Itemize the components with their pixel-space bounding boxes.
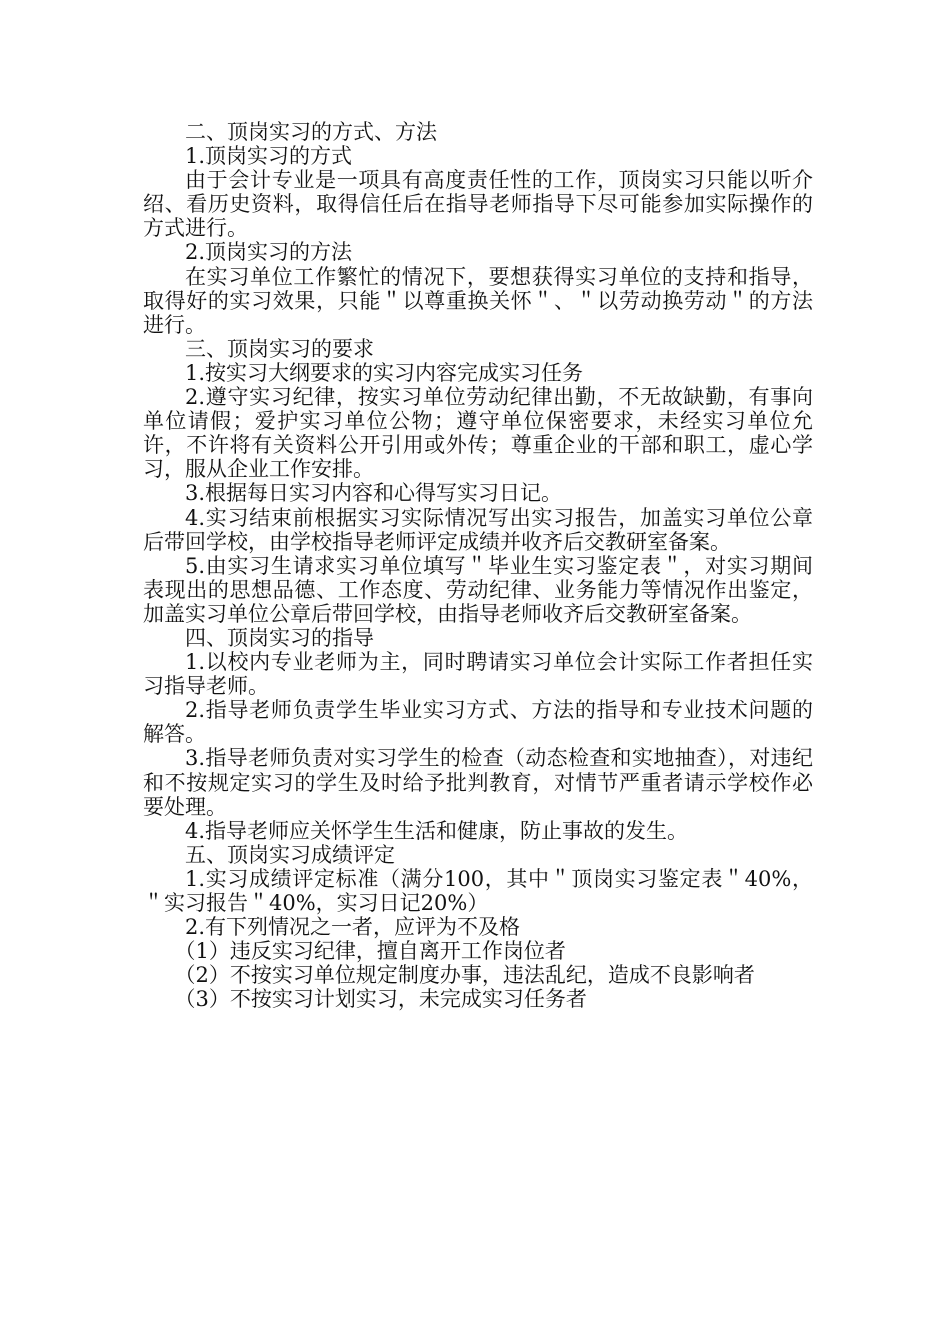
- list-item: 2.有下列情况之一者，应评为不及格: [185, 915, 521, 940]
- list-item: 2.遵守实习纪律，按实习单位劳动纪律出勤，不无故缺勤，有事向单位请假；爱护实习单位公物；遵守单位保密要求，未经实习单位允许，不许将有关资料公开引用或外传；尊重企业的干部和职工，虚心学习，服从企业工作安排。: [143, 385, 813, 482]
- subheading-method-approach: 2.顶岗实习的方法: [185, 240, 353, 265]
- subheading-method-way: 1.顶岗实习的方式: [185, 144, 353, 169]
- document-body: [143, 120, 813, 1011]
- list-item: 5.由实习生请求实习单位填写＂毕业生实习鉴定表＂，对实习期间表现出的思想品德、工作态度、劳动纪律、业务能力等情况作出鉴定，加盖实习单位公章后带回学校，由指导老师收齐后交教研室备案。: [143, 553, 813, 626]
- list-item: 4.实习结束前根据实习实际情况写出实习报告，加盖实习单位公章后带回学校，由学校指导老师评定成绩并收齐后交教研室备案。: [143, 505, 813, 554]
- list-item: 4.指导老师应关怀学生生活和健康，防止事故的发生。: [185, 818, 689, 843]
- body-paragraph: 在实习单位工作繁忙的情况下，要想获得实习单位的支持和指导，取得好的实习效果，只能＂以尊重换关怀＂、＂以劳动换劳动＂的方法进行。: [143, 264, 813, 337]
- list-item: 1.按实习大纲要求的实习内容完成实习任务: [185, 360, 584, 385]
- list-item: 3.指导老师负责对实习学生的检查（动态检查和实地抽查），对违纪和不按规定实习的学生及时给予批判教育，对情节严重者请示学校作必要处理。: [143, 746, 813, 819]
- list-item: 2.指导老师负责学生毕业实习方式、方法的指导和专业技术问题的解答。: [143, 698, 813, 747]
- section-heading-5: 五、顶岗实习成绩评定: [185, 842, 395, 867]
- list-item: 1.实习成绩评定标准（满分100，其中＂顶岗实习鉴定表＂40%，＂实习报告＂40%，实习日记20%）: [143, 866, 813, 915]
- sub-list-item: （2）不按实习单位规定制度办事，违法乱纪，造成不良影响者: [174, 963, 755, 988]
- list-item: 1.以校内专业老师为主，同时聘请实习单位会计实际工作者担任实习指导老师。: [143, 650, 813, 699]
- section-heading-4: 四、顶岗实习的指导: [185, 625, 374, 650]
- body-paragraph: 由于会计专业是一项具有高度责任性的工作，顶岗实习只能以听介绍、看历史资料，取得信任后在指导老师指导下尽可能参加实际操作的方式进行。: [143, 168, 813, 241]
- list-item: 3.根据每日实习内容和心得写实习日记。: [185, 481, 563, 506]
- section-heading-3: 三、顶岗实习的要求: [185, 336, 374, 361]
- section-heading-2: 二、顶岗实习的方式、方法: [185, 120, 437, 144]
- sub-list-item: （1）违反实习纪律，擅自离开工作岗位者: [174, 939, 566, 964]
- sub-list-item: （3）不按实习计划实习，未完成实习任务者: [174, 987, 587, 1012]
